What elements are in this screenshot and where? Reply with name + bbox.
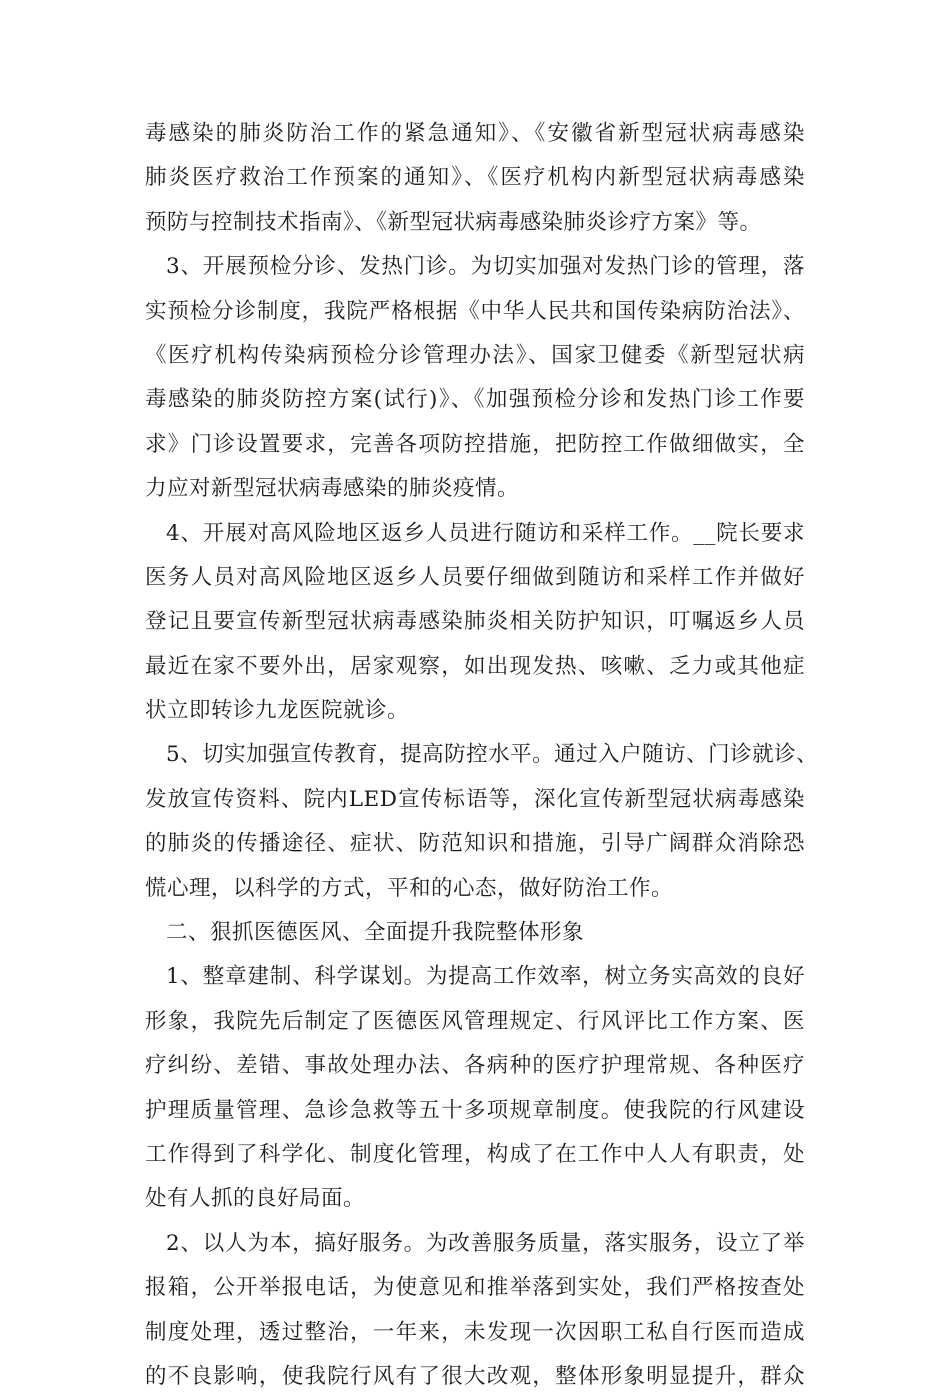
- text-line: 状立即转诊九龙医院就诊。: [145, 698, 410, 724]
- text-line: 毒感染的肺炎防治工作的紧急通知》、《安徽省新型冠状病毒感染: [145, 121, 805, 146]
- text-line: 预防与控制技术指南》、《新型冠状病毒感染肺炎诊疗方案》等。: [145, 209, 762, 235]
- text-line: 慌心理，以科学的方式，平和的心态，做好防治工作。: [145, 875, 674, 901]
- text-line: 形象，我院先后制定了医德医风管理规定、行风评比工作方案、医: [145, 1008, 805, 1034]
- paragraph-start-line: 4、开展对高风险地区返乡人员进行随访和采样工作。__院长要求: [166, 520, 805, 546]
- text-line: 疗纠纷、差错、事故处理办法、各病种的医疗护理常规、各种医疗: [145, 1053, 805, 1079]
- text-line: 制度处理，透过整治，一年来，未发现一次因职工私自行医而造成: [145, 1319, 805, 1345]
- text-line: 肺炎医疗救治工作预案的通知》、《医疗机构内新型冠状病毒感染: [145, 165, 805, 191]
- paragraph-start-line: 3、开展预检分诊、发热门诊。为切实加强对发热门诊的管理，落: [166, 254, 805, 280]
- text-line: 《医疗机构传染病预检分诊管理办法》、国家卫健委《新型冠状病: [145, 342, 805, 368]
- paragraph-start-line: 5、切实加强宣传教育，提高防控水平。通过入户随访、门诊就诊、: [166, 742, 819, 768]
- text-line: 处有人抓的良好局面。: [145, 1186, 366, 1212]
- document-body: [145, 112, 819, 1399]
- text-line: 的肺炎的传播途径、症状、防范知识和措施，引导广阔群众消除恐: [145, 831, 805, 857]
- text-line: 实预检分诊制度，我院严格根据《中华人民共和国传染病防治法》、: [145, 298, 805, 324]
- text-line: 求》门诊设置要求，完善各项防控措施，把防控工作做细做实，全: [145, 431, 805, 457]
- text-line: 发放宣传资料、院内LED宣传标语等，深化宣传新型冠状病毒感染: [145, 786, 805, 812]
- text-line: 力应对新型冠状病毒感染的肺炎疫情。: [145, 476, 520, 502]
- text-line: 护理质量管理、急诊急救等五十多项规章制度。使我院的行风建设: [145, 1097, 805, 1123]
- text-line: 毒感染的肺炎防控方案(试行)》、《加强预检分诊和发热门诊工作要: [145, 387, 805, 413]
- section-heading: 二、狠抓医德医风、全面提升我院整体形象: [166, 920, 585, 946]
- text-line: 工作得到了科学化、制度化管理，构成了在工作中人人有职责，处: [145, 1141, 805, 1167]
- text-line: 报箱，公开举报电话，为使意见和推举落到实处，我们严格按查处: [145, 1275, 805, 1301]
- text-line: 登记且要宣传新型冠状病毒感染肺炎相关防护知识，叮嘱返乡人员: [145, 609, 805, 635]
- paragraph-start-line: 2、以人为本，搞好服务。为改善服务质量，落实服务，设立了举: [166, 1230, 805, 1256]
- paragraph-start-line: 1、整章建制、科学谋划。为提高工作效率，树立务实高效的良好: [166, 964, 805, 990]
- text-line: 医务人员对高风险地区返乡人员要仔细做到随访和采样工作并做好: [145, 564, 805, 590]
- text-line: 最近在家不要外出，居家观察，如出现发热、咳嗽、乏力或其他症: [145, 653, 805, 679]
- text-line: 的不良影响，使我院行风有了很大改观，整体形象明显提升，群众: [145, 1363, 805, 1389]
